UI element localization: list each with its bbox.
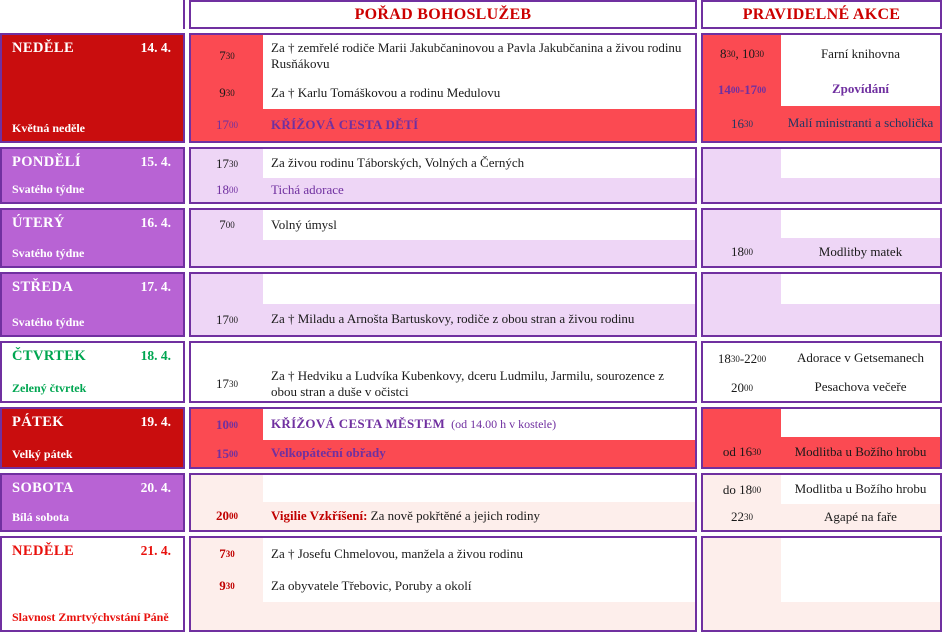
day-subtitle: Svatého týdne <box>12 182 85 197</box>
day-name: NEDĚLE <box>12 543 75 559</box>
schedule-row <box>191 304 695 335</box>
time-cell: 20 00 <box>216 508 238 523</box>
time-cell: 18 30 -22 00 <box>717 350 767 366</box>
text-segment: Pesachova večeře <box>814 379 907 395</box>
time-cell: 9 30 <box>219 578 235 593</box>
time-cell: 7 30 <box>219 546 235 561</box>
description-cell <box>781 238 940 266</box>
time-cell: 17 30 <box>216 155 238 171</box>
description-cell <box>781 343 940 374</box>
events-section <box>701 33 942 143</box>
time-cell <box>703 538 781 602</box>
text-segment: Adorace v Getsemanech <box>796 350 925 366</box>
day-cell <box>0 147 185 204</box>
events-section <box>701 208 942 268</box>
events-section <box>701 272 942 337</box>
description-cell <box>263 240 695 266</box>
day-cell <box>0 473 185 532</box>
day-cell <box>0 536 185 632</box>
description-cell <box>781 178 940 202</box>
events-section <box>701 473 942 532</box>
schedule-row <box>703 538 940 602</box>
description-cell <box>263 109 695 141</box>
description-cell <box>263 274 695 304</box>
day-name: SOBOTA <box>12 480 74 496</box>
schedule-row <box>703 475 940 504</box>
text-segment: Za † Hedviku a Ludvíka Kubenkovy, dceru Ludmilu, Jarmilu, sourozence z obou stran a duše v očistci <box>271 367 665 399</box>
text-segment: Agapé na faře <box>824 508 897 524</box>
regular-events-title: PRAVIDELNÉ AKCE <box>701 0 942 29</box>
time-cell <box>191 274 263 304</box>
description-cell <box>781 538 940 602</box>
description-cell <box>781 73 940 106</box>
description-cell <box>263 367 695 401</box>
text-segment: Vigilie Vzkříšení: <box>271 507 368 523</box>
mass-section <box>189 407 697 469</box>
mass-section <box>189 341 697 403</box>
time-cell: do 18 00 <box>722 481 762 497</box>
text-segment: Za † Miladu a Arnošta Bartuskovy, rodiče z obou stran a živou rodinu <box>271 311 635 327</box>
text-segment: Za nově pokřtěné a jejich rodiny <box>367 507 540 523</box>
schedule-row <box>703 274 940 304</box>
mass-section <box>189 33 697 143</box>
day-cell <box>0 341 185 403</box>
time-cell <box>703 409 781 437</box>
description-cell <box>781 437 940 467</box>
text-segment: Farní knihovna <box>820 45 901 61</box>
day-subtitle: Bílá sobota <box>12 510 70 525</box>
time-cell: 15 00 <box>216 445 238 461</box>
time-cell: 9 30 <box>219 85 235 100</box>
schedule-row <box>703 304 940 335</box>
day-date: 16. 4. <box>140 215 171 230</box>
schedule-row <box>703 106 940 141</box>
schedule-row <box>703 210 940 238</box>
text-segment: Za živou rodinu Táborských, Volných a Černých <box>271 155 525 171</box>
schedule-row <box>191 475 695 502</box>
time-cell: 18 00 <box>731 244 753 259</box>
schedule-row <box>703 374 940 401</box>
schedule-row <box>191 149 695 178</box>
schedule-row <box>191 409 695 440</box>
schedule-row <box>703 343 940 374</box>
header-spacer <box>0 0 185 29</box>
day-cell <box>0 272 185 337</box>
schedule-row <box>703 409 940 437</box>
schedule-row <box>191 35 695 77</box>
schedule-row <box>191 240 695 266</box>
day-cell <box>0 208 185 268</box>
description-cell <box>781 274 940 304</box>
description-cell <box>263 409 695 440</box>
day-date: 20. 4. <box>140 480 171 495</box>
events-section <box>701 407 942 469</box>
day-name: NEDĚLE <box>12 40 75 56</box>
schedule-row <box>191 343 695 367</box>
text-segment: Modlitba u Božího hrobu <box>794 481 927 497</box>
mass-section <box>189 272 697 337</box>
description-cell <box>781 149 940 178</box>
schedule-row <box>703 238 940 266</box>
text-segment: Modlitba u Božího hrobu <box>794 443 927 459</box>
text-segment: Velkopáteční obřady <box>271 445 386 461</box>
text-segment: Volný úmysl <box>271 216 337 232</box>
day-name: STŘEDA <box>12 279 74 295</box>
mass-section <box>189 473 697 532</box>
time-cell: 22 30 <box>731 509 753 524</box>
schedule-row <box>191 274 695 304</box>
time-cell <box>703 178 781 202</box>
day-name: ČTVRTEK <box>12 348 86 364</box>
time-cell: 8 30 , 10 30 <box>720 46 764 61</box>
description-cell <box>781 304 940 335</box>
description-cell <box>263 210 695 240</box>
time-cell: 16 30 <box>731 115 753 131</box>
day-date: 15. 4. <box>140 154 171 169</box>
description-cell <box>263 77 695 109</box>
mass-section <box>189 208 697 268</box>
description-cell <box>781 210 940 238</box>
description-cell <box>263 570 695 602</box>
day-date: 18. 4. <box>140 348 171 363</box>
time-cell <box>191 475 263 502</box>
schedule-row <box>703 437 940 467</box>
description-cell <box>781 475 940 504</box>
day-name: PONDĚLÍ <box>12 154 81 170</box>
time-cell: 17 00 <box>216 311 238 327</box>
text-segment: Modlitby matek <box>818 243 903 259</box>
description-cell <box>263 538 695 570</box>
schedule-row <box>191 178 695 202</box>
time-cell <box>703 149 781 178</box>
schedule-row <box>703 73 940 106</box>
day-subtitle: Svatého týdne <box>12 315 85 330</box>
schedule-row <box>703 178 940 202</box>
day-name: PÁTEK <box>12 414 64 430</box>
time-cell: 7 30 <box>219 48 235 63</box>
mass-section <box>189 536 697 632</box>
text-segment: Za † zemřelé rodiče Marii Jakubčaninovou a Pavla Jakubčanina a živou rodinu Rusňákovu <box>271 39 682 71</box>
description-cell <box>263 178 695 202</box>
schedule-row <box>703 602 940 630</box>
time-cell <box>703 274 781 304</box>
time-cell: 18 00 <box>216 182 238 197</box>
text-segment: Tichá adorace <box>271 181 344 197</box>
time-cell <box>703 602 781 630</box>
time-cell <box>191 240 263 266</box>
description-cell <box>263 35 695 77</box>
schedule-row <box>191 440 695 467</box>
time-cell: 20 00 <box>731 379 753 395</box>
time-cell: 14 00 -17 00 <box>717 81 767 97</box>
schedule-row <box>191 367 695 401</box>
time-cell <box>191 602 263 630</box>
day-subtitle: Zelený čtvrtek <box>12 381 87 396</box>
description-cell <box>263 475 695 502</box>
events-section <box>701 147 942 204</box>
day-date: 14. 4. <box>140 40 171 55</box>
schedule-row <box>191 602 695 630</box>
description-cell <box>781 409 940 437</box>
day-subtitle: Slavnost Zmrtvýchvstání Páně <box>12 610 169 625</box>
time-cell: 10 00 <box>216 416 238 432</box>
schedule-row <box>191 538 695 570</box>
time-cell <box>191 343 263 367</box>
mass-section <box>189 147 697 204</box>
day-date: 21. 4. <box>140 543 171 558</box>
text-segment: (od 14.00 h v kostele) <box>445 417 557 431</box>
description-cell <box>781 106 940 141</box>
schedule-row <box>703 149 940 178</box>
text-segment: KŘÍŽOVÁ CESTA MĚSTEM <box>271 416 446 432</box>
description-cell <box>781 374 940 401</box>
day-cell <box>0 407 185 469</box>
text-segment: Za obyvatele Třebovic, Poruby a okolí <box>271 577 472 593</box>
time-cell: 17 30 <box>216 376 238 391</box>
description-cell <box>263 149 695 178</box>
description-cell <box>781 504 940 530</box>
description-cell <box>263 502 695 530</box>
text-segment: KŘÍŽOVÁ CESTA DĚTÍ <box>271 116 419 132</box>
time-cell: 17 00 <box>216 117 238 132</box>
time-cell <box>703 210 781 238</box>
schedule-row <box>703 35 940 73</box>
events-section <box>701 536 942 632</box>
schedule-row <box>191 502 695 530</box>
description-cell <box>263 440 695 467</box>
day-subtitle: Květná neděle <box>12 121 85 136</box>
day-name: ÚTERÝ <box>12 215 65 231</box>
day-subtitle: Velký pátek <box>12 447 73 462</box>
day-cell <box>0 33 185 143</box>
text-segment: Za † Karlu Tomáškovou a rodinu Medulovu <box>271 84 501 100</box>
schedule-row <box>703 504 940 530</box>
day-date: 19. 4. <box>140 414 171 429</box>
description-cell <box>263 304 695 335</box>
description-cell <box>781 602 940 630</box>
text-segment: Malí ministranti a scholička <box>787 115 934 131</box>
schedule-row <box>191 570 695 602</box>
schedule-row <box>191 210 695 240</box>
description-cell <box>781 35 940 73</box>
text-segment: Za † Josefu Chmelovou, manžela a živou rodinu <box>271 545 523 561</box>
day-date: 17. 4. <box>140 279 171 294</box>
time-cell: od 16 30 <box>722 444 762 459</box>
description-cell <box>263 343 695 367</box>
schedule-row <box>191 109 695 141</box>
text-segment: Zpovídání <box>831 81 890 97</box>
description-cell <box>263 602 695 630</box>
events-section <box>701 341 942 403</box>
schedule-row <box>191 77 695 109</box>
day-subtitle: Svatého týdne <box>12 246 85 261</box>
mass-schedule-title: POŘAD BOHOSLUŽEB <box>189 0 697 29</box>
time-cell <box>703 304 781 335</box>
time-cell: 7 00 <box>219 217 235 232</box>
